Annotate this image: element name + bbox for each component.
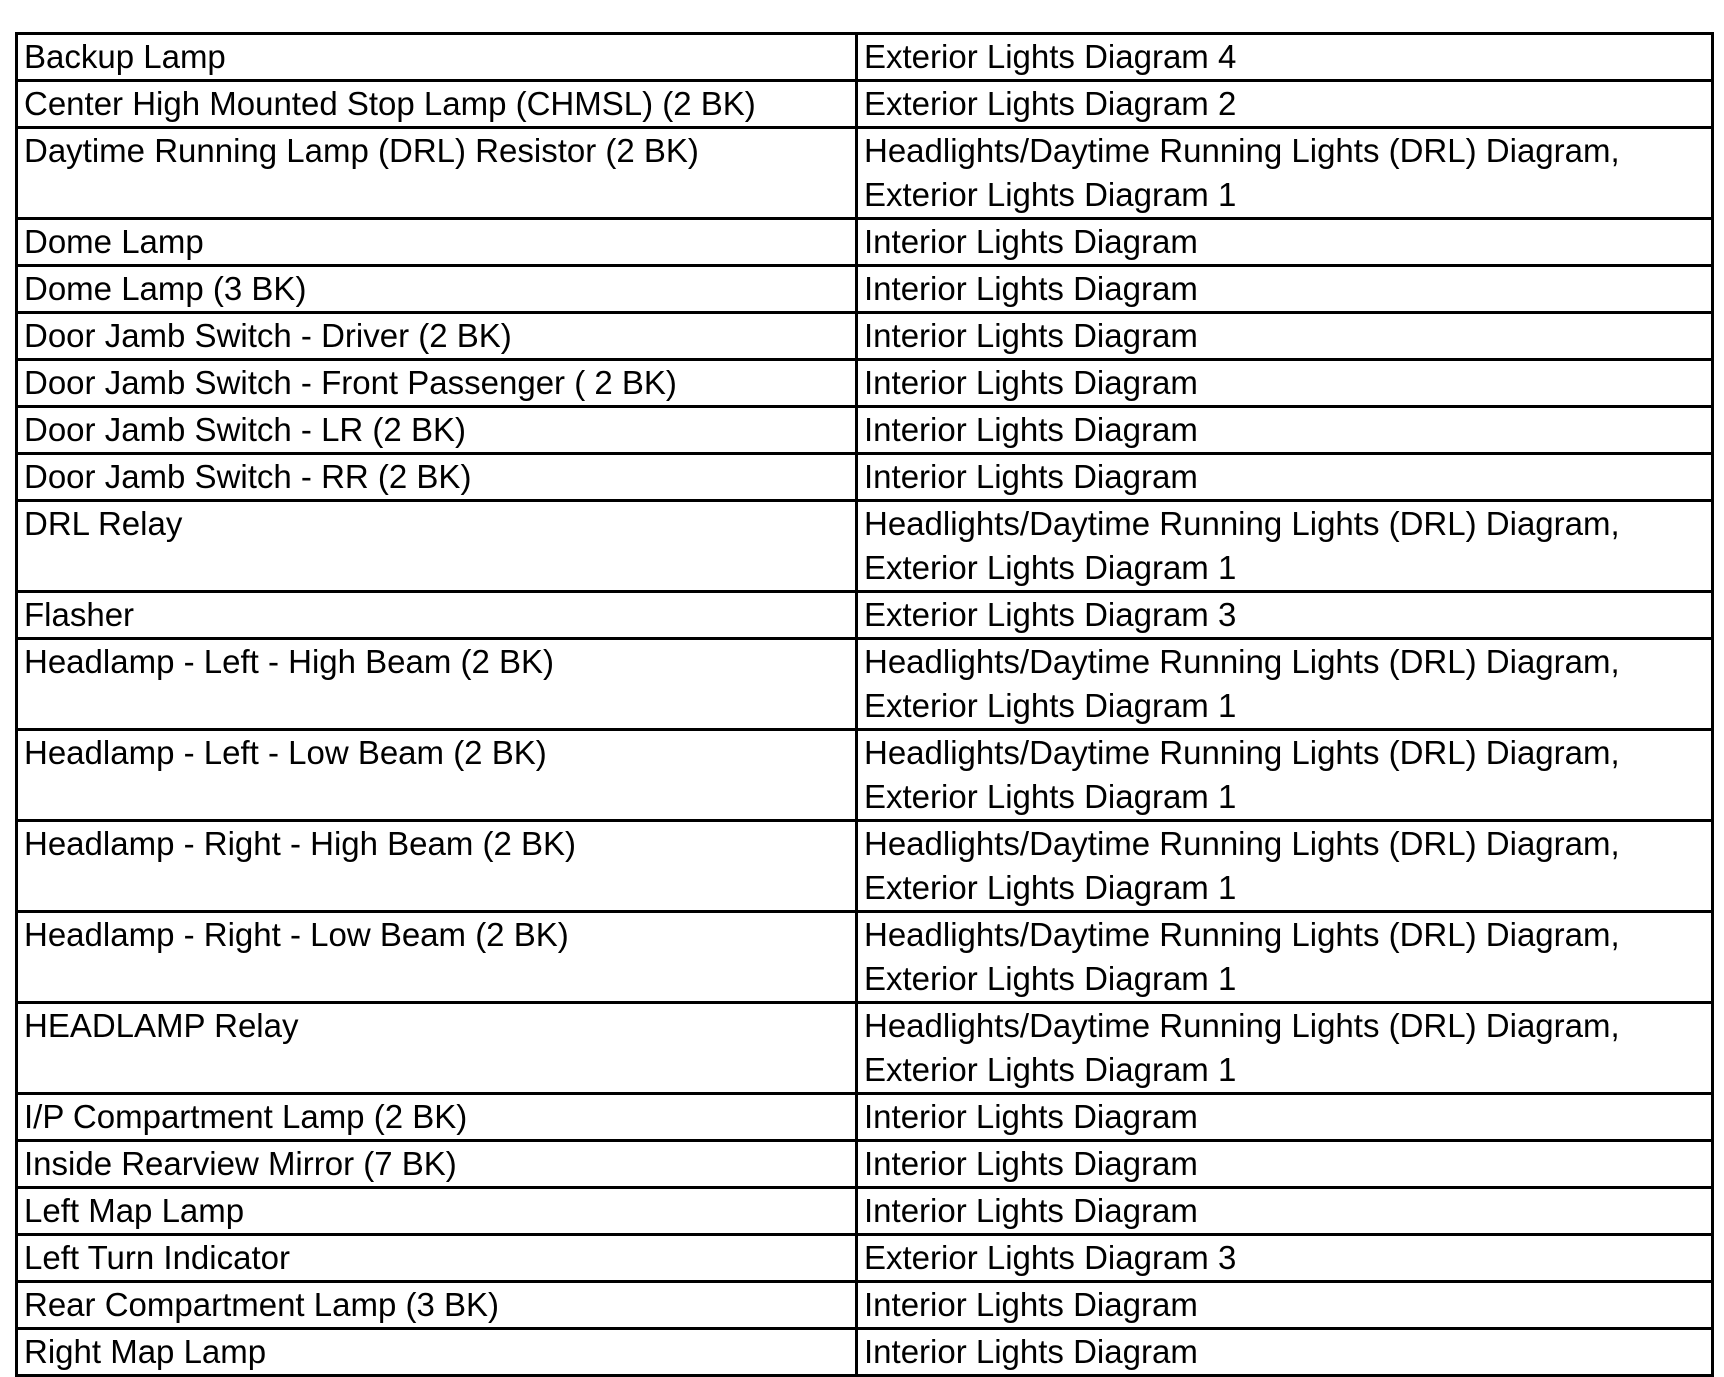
component-cell [17,454,857,501]
diagram-cell [857,1003,1713,1094]
diagram-cell [857,1141,1713,1188]
component-cell [17,219,857,266]
table-row [17,1329,1713,1376]
diagram-cell [857,81,1713,128]
component-name: I/P Compartment Lamp (2 BK) [24,1098,468,1135]
table-row [17,360,1713,407]
component-cell [17,34,857,81]
diagram-reference: Interior Lights Diagram [864,1286,1198,1323]
component-name: Headlamp - Right - High Beam (2 BK) [24,825,577,862]
component-name: Dome Lamp [24,223,204,260]
table-body [17,34,1713,1376]
component-name: Backup Lamp [24,38,226,75]
diagram-reference: Interior Lights Diagram [864,1192,1198,1229]
table-row [17,1188,1713,1235]
component-cell [17,128,857,219]
table-row [17,81,1713,128]
table-row [17,128,1713,219]
diagram-reference: Exterior Lights Diagram 1 [864,176,1237,213]
diagram-cell [857,639,1713,730]
diagram-cell [857,912,1713,1003]
component-cell [17,639,857,730]
component-cell [17,730,857,821]
table-row [17,266,1713,313]
table-row [17,313,1713,360]
diagram-cell [857,1094,1713,1141]
component-name: Right Map Lamp [24,1333,267,1370]
diagram-reference: Interior Lights Diagram [864,1098,1198,1135]
diagram-reference: Interior Lights Diagram [864,411,1198,448]
component-cell [17,501,857,592]
diagram-cell [857,34,1713,81]
diagram-cell [857,501,1713,592]
component-cell [17,407,857,454]
diagram-reference: Headlights/Daytime Running Lights (DRL) Diagram, [864,734,1620,771]
diagram-cell [857,1282,1713,1329]
diagram-reference: Exterior Lights Diagram 1 [864,960,1237,997]
diagram-reference: Interior Lights Diagram [864,364,1198,401]
diagram-reference: Exterior Lights Diagram 1 [864,549,1237,586]
component-name: Flasher [24,596,135,633]
diagram-reference: Headlights/Daytime Running Lights (DRL) Diagram, [864,1007,1620,1044]
table-row [17,912,1713,1003]
diagram-reference: Exterior Lights Diagram 1 [864,869,1237,906]
table-row [17,1235,1713,1282]
component-name: Inside Rearview Mirror (7 BK) [24,1145,457,1182]
component-diagram-index-table [15,32,1714,1377]
component-name: Headlamp - Left - High Beam (2 BK) [24,643,555,680]
component-cell [17,1235,857,1282]
diagram-cell [857,360,1713,407]
diagram-reference: Exterior Lights Diagram 1 [864,1051,1237,1088]
diagram-cell [857,313,1713,360]
diagram-reference: Exterior Lights Diagram 1 [864,778,1237,815]
component-name: Left Map Lamp [24,1192,245,1229]
diagram-reference: Interior Lights Diagram [864,223,1198,260]
diagram-reference: Headlights/Daytime Running Lights (DRL) Diagram, [864,916,1620,953]
component-name: Door Jamb Switch - Front Passenger ( 2 BK) [24,364,677,401]
component-cell [17,313,857,360]
table-row [17,592,1713,639]
diagram-cell [857,1235,1713,1282]
component-cell [17,821,857,912]
component-name: HEADLAMP Relay [24,1007,299,1044]
diagram-cell [857,1188,1713,1235]
diagram-cell [857,454,1713,501]
component-name: Door Jamb Switch - Driver (2 BK) [24,317,512,354]
component-name: Daytime Running Lamp (DRL) Resistor (2 BK) [24,132,699,169]
component-name: Left Turn Indicator [24,1239,290,1276]
table-row [17,730,1713,821]
diagram-reference: Interior Lights Diagram [864,270,1198,307]
table-row [17,1094,1713,1141]
diagram-cell [857,1329,1713,1376]
diagram-cell [857,821,1713,912]
diagram-reference: Exterior Lights Diagram 1 [864,687,1237,724]
diagram-reference: Interior Lights Diagram [864,1333,1198,1370]
diagram-reference: Headlights/Daytime Running Lights (DRL) Diagram, [864,505,1620,542]
component-cell [17,912,857,1003]
diagram-reference: Interior Lights Diagram [864,1145,1198,1182]
diagram-cell [857,730,1713,821]
component-name: Door Jamb Switch - RR (2 BK) [24,458,472,495]
diagram-reference: Headlights/Daytime Running Lights (DRL) Diagram, [864,825,1620,862]
diagram-cell [857,266,1713,313]
component-cell [17,1329,857,1376]
component-name: Rear Compartment Lamp (3 BK) [24,1286,500,1323]
table-row [17,821,1713,912]
diagram-reference: Exterior Lights Diagram 3 [864,596,1237,633]
table-row [17,219,1713,266]
component-cell [17,1188,857,1235]
component-cell [17,81,857,128]
component-name: Headlamp - Right - Low Beam (2 BK) [24,916,569,953]
table-row [17,1141,1713,1188]
table-row [17,1282,1713,1329]
diagram-reference: Headlights/Daytime Running Lights (DRL) Diagram, [864,643,1620,680]
diagram-cell [857,128,1713,219]
component-cell [17,1141,857,1188]
diagram-reference: Exterior Lights Diagram 2 [864,85,1237,122]
diagram-cell [857,592,1713,639]
diagram-reference: Exterior Lights Diagram 3 [864,1239,1237,1276]
component-name: DRL Relay [24,505,183,542]
component-cell [17,360,857,407]
component-name: Dome Lamp (3 BK) [24,270,307,307]
component-name: Door Jamb Switch - LR (2 BK) [24,411,466,448]
component-cell [17,1003,857,1094]
diagram-cell [857,407,1713,454]
component-cell [17,1282,857,1329]
table-row [17,639,1713,730]
table-row [17,407,1713,454]
diagram-reference: Interior Lights Diagram [864,317,1198,354]
component-cell [17,592,857,639]
component-cell [17,266,857,313]
diagram-reference: Interior Lights Diagram [864,458,1198,495]
component-name: Headlamp - Left - Low Beam (2 BK) [24,734,547,771]
table-row [17,501,1713,592]
table-row [17,1003,1713,1094]
diagram-reference: Headlights/Daytime Running Lights (DRL) Diagram, [864,132,1620,169]
diagram-reference: Exterior Lights Diagram 4 [864,38,1237,75]
diagram-cell [857,219,1713,266]
table-row [17,34,1713,81]
component-cell [17,1094,857,1141]
table-row [17,454,1713,501]
component-name: Center High Mounted Stop Lamp (CHMSL) (2 BK) [24,85,756,122]
